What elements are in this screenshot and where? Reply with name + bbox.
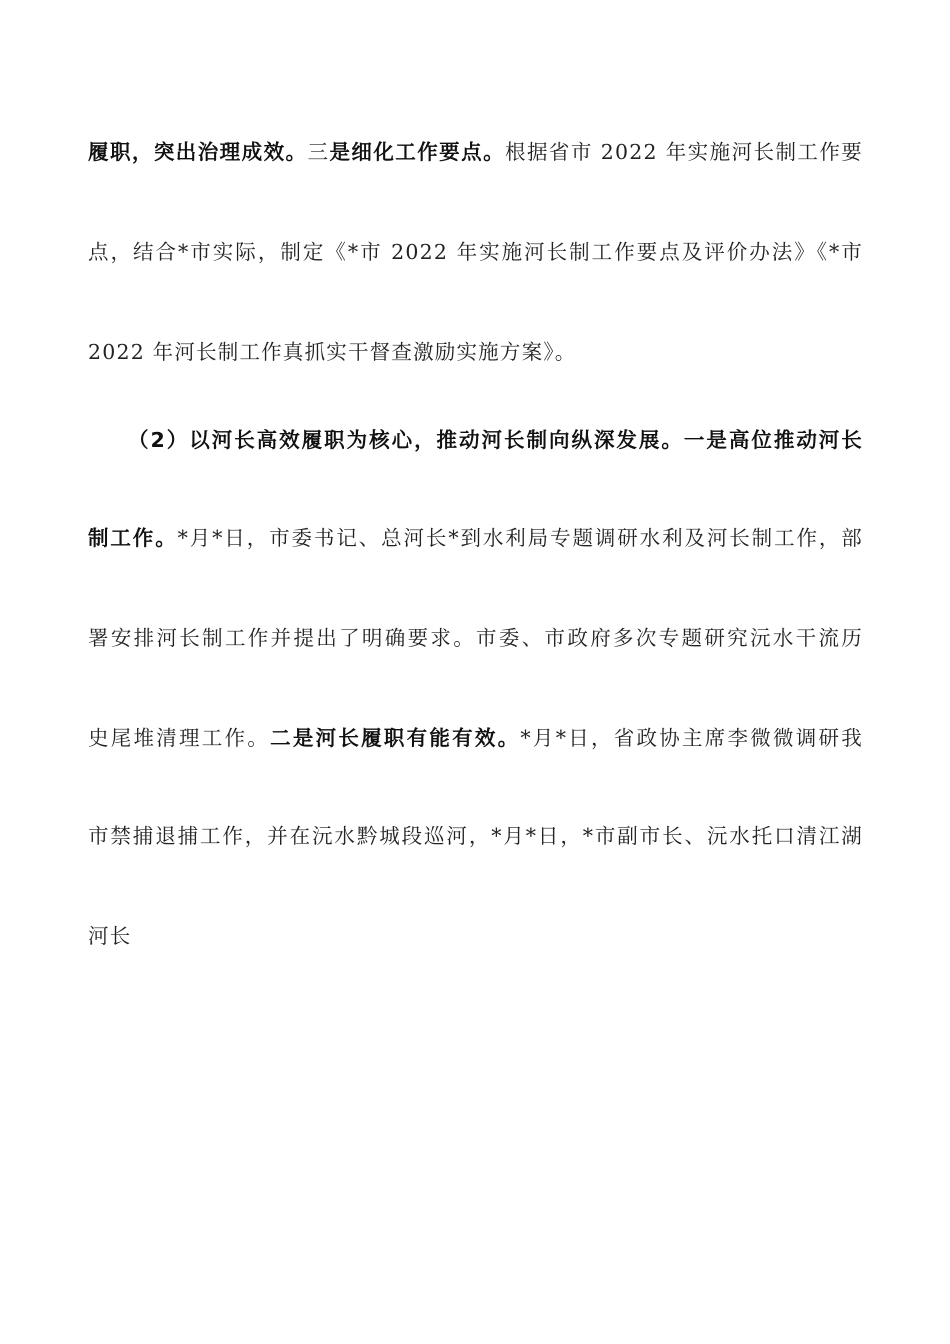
text-segment: 二是河长履职有能有效。 <box>270 726 521 750</box>
text-segment: 根据省市 2022 年实施河长制工作要 <box>505 140 864 164</box>
text-segment: 史尾堆清理工作。 <box>88 726 271 750</box>
text-segment: 署安排河长制工作并提出了明确要求。市委、市政府多次专题研究沅水干流历 <box>88 626 863 650</box>
text-segment: *月*日，市委书记、总河长*到水利局专题调研水利及河长制工作，部 <box>177 526 863 550</box>
text-segment: *月*日，省政协主席李微微调研我 <box>520 726 863 750</box>
text-segment: 是细化工作要点。 <box>329 140 506 164</box>
text-line-3 <box>88 338 863 366</box>
text-segment: 市禁捕退捕工作，并在沅水黔城段巡河，*月*日，*市副市长、沅水托口清江湖 <box>88 824 863 848</box>
text-line-9 <box>88 922 863 950</box>
text-line-6 <box>88 624 863 652</box>
text-segment: 2022 年河长制工作真抓实干督查激励实施方案》。 <box>88 340 577 364</box>
text-line-2 <box>88 238 863 266</box>
text-line-4 <box>88 426 863 454</box>
text-line-1 <box>88 138 863 166</box>
text-segment: 履职，突出治理成效。 <box>88 140 308 164</box>
text-line-5 <box>88 524 863 552</box>
text-segment: （2）以河长高效履职为核心，推动河长制向纵深发展。一是高位推动河长 <box>128 428 863 452</box>
text-segment: 制工作。 <box>88 526 178 550</box>
text-segment: 河长 <box>88 924 132 948</box>
text-segment: 点，结合*市实际，制定《*市 2022 年实施河长制工作要点及评价办法》《*市 <box>88 240 863 264</box>
text-segment: 三 <box>307 140 330 164</box>
text-line-8 <box>88 822 863 850</box>
text-line-7 <box>88 724 863 752</box>
